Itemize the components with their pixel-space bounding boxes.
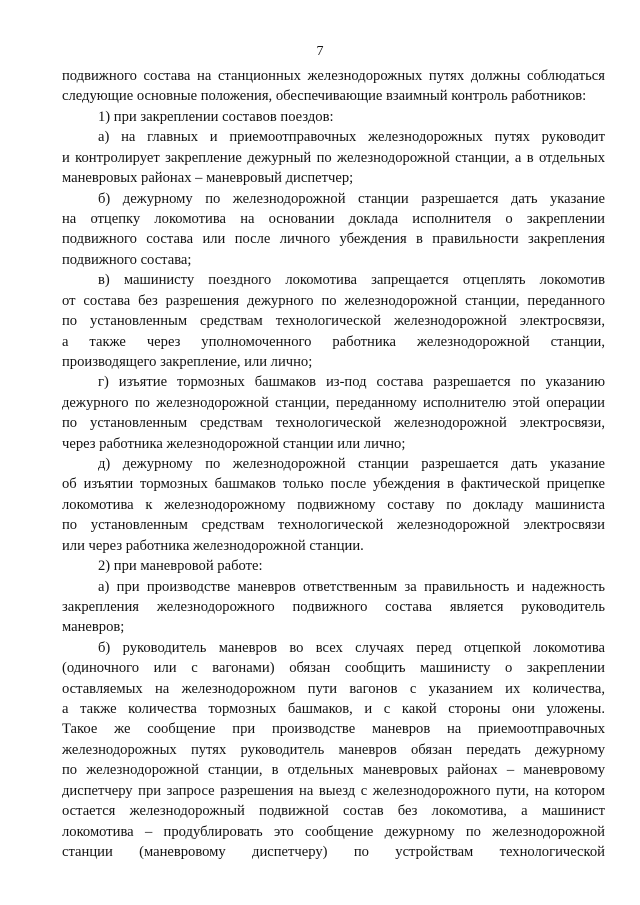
page-number: 7 xyxy=(316,44,324,59)
text-line: закрепления железнодорожного подвижного состава является руководитель xyxy=(62,598,605,615)
text-line: д) дежурному по железнодорожной станции разрешается дать указание xyxy=(98,456,605,472)
text-line: производящего закрепление, или лично; xyxy=(62,353,313,370)
text-line: дежурного по железнодорожной станции, переданному исполнителю этой операции xyxy=(62,394,605,411)
text-line: остается железнодорожный подвижной состав без локомотива, а машинист xyxy=(62,803,605,820)
text-line: и контролирует закрепление дежурный по железнодорожной станции, а в отдельных xyxy=(62,149,605,166)
text-line: по установленным средствам технологической железнодорожной электросвязи, xyxy=(62,415,605,432)
text-line: диспетчеру при запросе разрешения на выезд с железнодорожного пути, на котором xyxy=(62,782,605,799)
text-line: в) машинисту поездного локомотива запрещается отцеплять локомотив xyxy=(98,272,605,289)
text-line: по установленным средствам технологической железнодорожной электросвязи, xyxy=(62,313,605,329)
text-line: подвижного состава или после личного убеждения в правильности закрепления xyxy=(62,231,605,248)
text-line: оставляемых на железнодорожном пути вагонов с указанием их количества, xyxy=(62,680,605,697)
text-line: подвижного состава; xyxy=(62,251,192,268)
text-line: от состава без разрешения дежурного по железнодорожной станции, переданного xyxy=(62,292,605,309)
text-line: локомотива – продублировать это сообщение дежурному по железнодорожной xyxy=(62,823,605,840)
text-line: железнодорожных путях руководитель маневров обязан передать дежурному xyxy=(62,741,605,758)
text-line: г) изъятие тормозных башмаков из-под состава разрешается по указанию xyxy=(98,374,605,391)
text-line: следующие основные положения, обеспечивающие взаимный контроль работников: xyxy=(62,88,587,105)
text-line: 2) при маневровой работе: xyxy=(98,558,263,575)
text-line: маневров; xyxy=(62,619,125,636)
text-line: 1) при закреплении составов поездов: xyxy=(98,108,334,125)
text-line: по железнодорожной станции, в отдельных маневровых районах – маневровому xyxy=(62,762,605,779)
text-line: б) руководитель маневров во всех случаях перед отцепкой локомотива xyxy=(98,639,605,656)
text-line: маневровых районах – маневровый диспетчер; xyxy=(62,170,354,187)
text-line: или через работника железнодорожной станции. xyxy=(62,537,364,554)
text-line: станции (маневровому диспетчеру) по устройствам технологической xyxy=(62,844,605,860)
text-line: локомотива к железнодорожному подвижному составу по докладу машиниста xyxy=(62,496,605,513)
text-line: через работника железнодорожной станции или лично; xyxy=(62,435,406,452)
text-line: об изъятии тормозных башмаков только после убеждения в фактической прицепке xyxy=(62,476,605,493)
text-line: на отцепку локомотива на основании доклада исполнителя о закреплении xyxy=(62,210,605,227)
text-line: Такое же сообщение при производстве маневров на приемоотправочных xyxy=(62,721,605,738)
text-line: подвижного состава на станционных железнодорожных путях должны соблюдаться xyxy=(62,68,605,84)
text-line: а) на главных и приемоотправочных железнодорожных путях руководит xyxy=(98,129,605,146)
text-line: а также количества тормозных башмаков, и с какой стороны они уложены. xyxy=(62,701,605,717)
text-line: (одиночного или с вагонами) обязан сообщить машинисту о закреплении xyxy=(62,660,605,677)
text-line: а) при производстве маневров ответственным за правильность и надежность xyxy=(98,578,605,595)
text-line: по установленным средствам технологической железнодорожной электросвязи xyxy=(62,517,605,534)
text-line: а также через уполномоченного работника железнодорожной станции, xyxy=(62,333,605,350)
text-line: б) дежурному по железнодорожной станции разрешается дать указание xyxy=(98,190,605,207)
